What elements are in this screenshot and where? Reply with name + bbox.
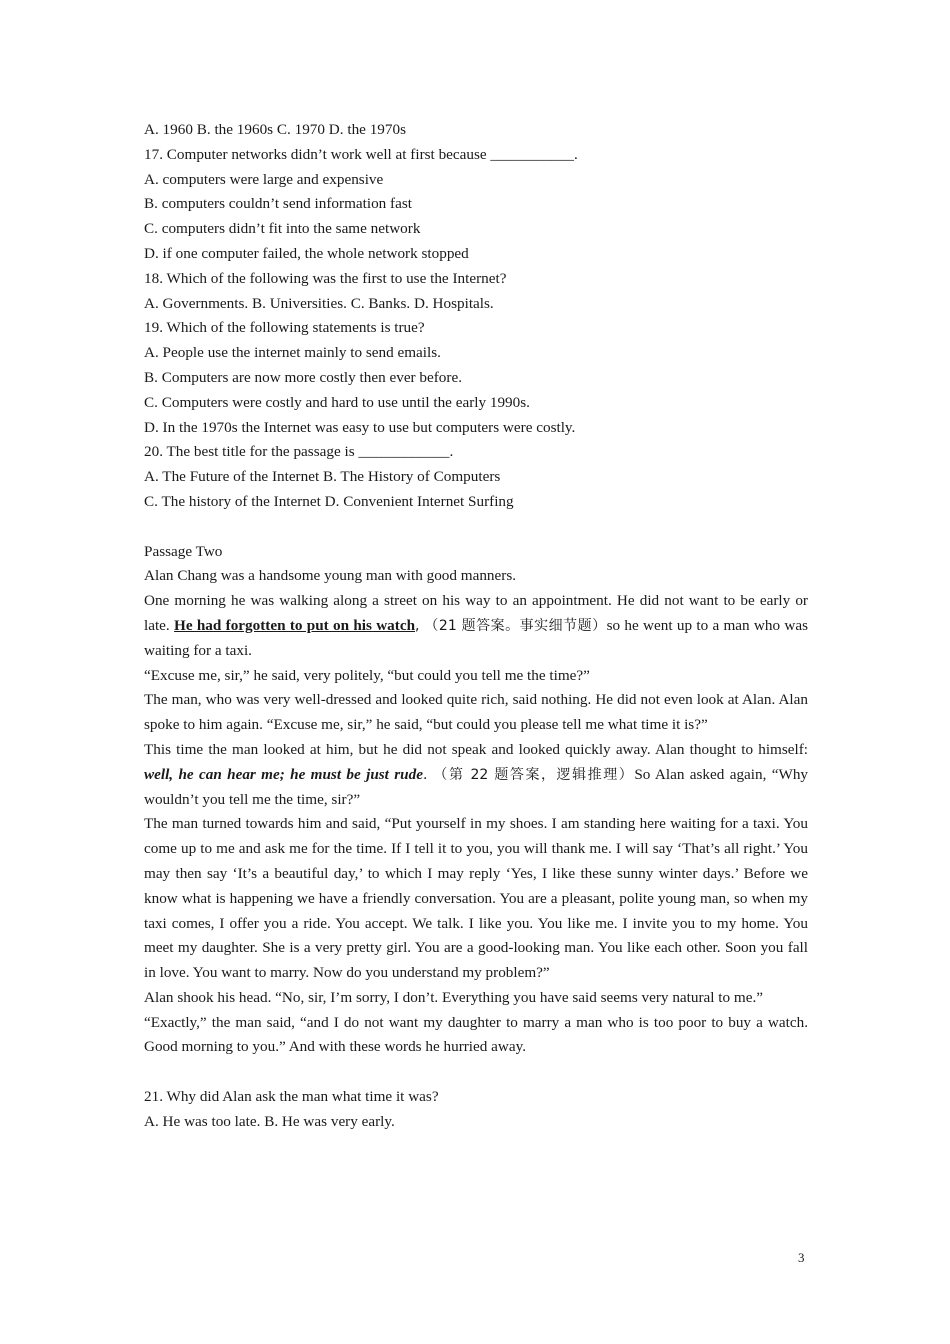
question-17: 17. Computer networks didn’t work well at first because ___________. (144, 145, 578, 163)
passage-paragraph-2 (144, 589, 808, 663)
question-19-option-b: B. Computers are now more costly then ever before. (144, 368, 462, 386)
passage-paragraph-7: Alan shook his head. “No, sir, I’m sorry, I don’t. Everything you have said seems very natural to me.” (144, 988, 763, 1006)
passage-paragraph-8: “Exactly,” the man said, “and I do not want my daughter to marry a man who is too poor to buy a watch. Good morning to you.” And with these words he hurried away. (144, 1013, 808, 1056)
passage-text: One morning he was walking along a street on his way to an appointment. He did not want to be early or late. (144, 592, 808, 634)
passage-paragraph-4: The man, who was very well-dressed and looked quite rich, said nothing. He did not even look at Alan. Alan spoke to him again. “Excuse me, sir,” he said, “but could you please tell me what time it is?” (144, 691, 808, 734)
question-20-options-line-1: A. The Future of the Internet B. The History of Computers (144, 468, 501, 486)
passage-paragraph-5 (144, 738, 808, 812)
question-19-option-d: D. In the 1970s the Internet was easy to use but computers were costly. (144, 418, 576, 436)
question-19: 19. Which of the following statements is true? (144, 319, 425, 337)
question-19-option-c: C. Computers were costly and hard to use until the early 1990s. (144, 393, 530, 411)
question-21-options: A. He was too late. B. He was very early. (144, 1112, 395, 1130)
answer-22-highlight: well, he can hear me; he must be just rude (144, 765, 423, 783)
passage-text: So Alan asked again, “Why wouldn’t you tell me the time, sir?” (144, 765, 809, 808)
question-18: 18. Which of the following was the first to use the Internet? (144, 269, 507, 287)
passage-paragraph-1: Alan Chang was a handsome young man with good manners. (144, 567, 517, 585)
question-19-option-a: A. People use the internet mainly to send emails. (144, 344, 441, 362)
spacer (144, 1060, 808, 1085)
question-20: 20. The best title for the passage is ____________. (144, 443, 454, 461)
question-17-option-c: C. computers didn’t fit into the same network (144, 220, 421, 238)
passage-text: This time the man looked at him, but he did not speak and looked quickly away. Alan thought to himself: (144, 740, 808, 758)
answer-21-highlight: He had forgotten to put on his watch (174, 616, 416, 634)
question-20-options-line-2: C. The history of the Internet D. Convenient Internet Surfing (144, 492, 514, 510)
page-number: 3 (798, 1250, 805, 1265)
passage-text: so he went up to a man who was waiting for a taxi. (144, 616, 808, 659)
answer-21-note: , （21 题答案。事实细节题） (415, 617, 607, 634)
question-18-options: A. Governments. B. Universities. C. Banks. D. Hospitals. (144, 294, 494, 312)
document-body (144, 118, 808, 1135)
question-17-option-b: B. computers couldn’t send information fast (144, 195, 412, 213)
question-17-option-d: D. if one computer failed, the whole network stopped (144, 244, 469, 262)
spacer (144, 515, 808, 540)
passage-paragraph-3: “Excuse me, sir,” he said, very politely, “but could you tell me the time?” (144, 666, 590, 684)
passage-paragraph-6: The man turned towards him and said, “Put yourself in my shoes. I am standing here waiting for a taxi. You come up to me and ask me for the time. If I tell it to you, you will thank me. I will say ‘That’s all right.’ You may then say ‘It’s a beautiful day,’ to which I may reply ‘Yes, I like these sunny winter days.’ Before we know what is happening we have a friendly conversation. You are a pleasant, polite young man, so when my taxi comes, I offer you a ride. You accept. We talk. I like you. You like me. I invite you to my home. You meet my daughter. She is a very pretty girl. You are a good-looking man. You like each other. Soon you fall in love. You want to marry. Now do you understand my problem?” (144, 815, 808, 982)
question-16-options: A. 1960 B. the 1960s C. 1970 D. the 1970s (144, 121, 406, 138)
passage-two-heading: Passage Two (144, 542, 223, 560)
question-21: 21. Why did Alan ask the man what time it was? (144, 1088, 439, 1106)
answer-22-note: . （第 22 题答案，逻辑推理） (422, 766, 635, 783)
question-17-option-a: A. computers were large and expensive (144, 170, 384, 188)
